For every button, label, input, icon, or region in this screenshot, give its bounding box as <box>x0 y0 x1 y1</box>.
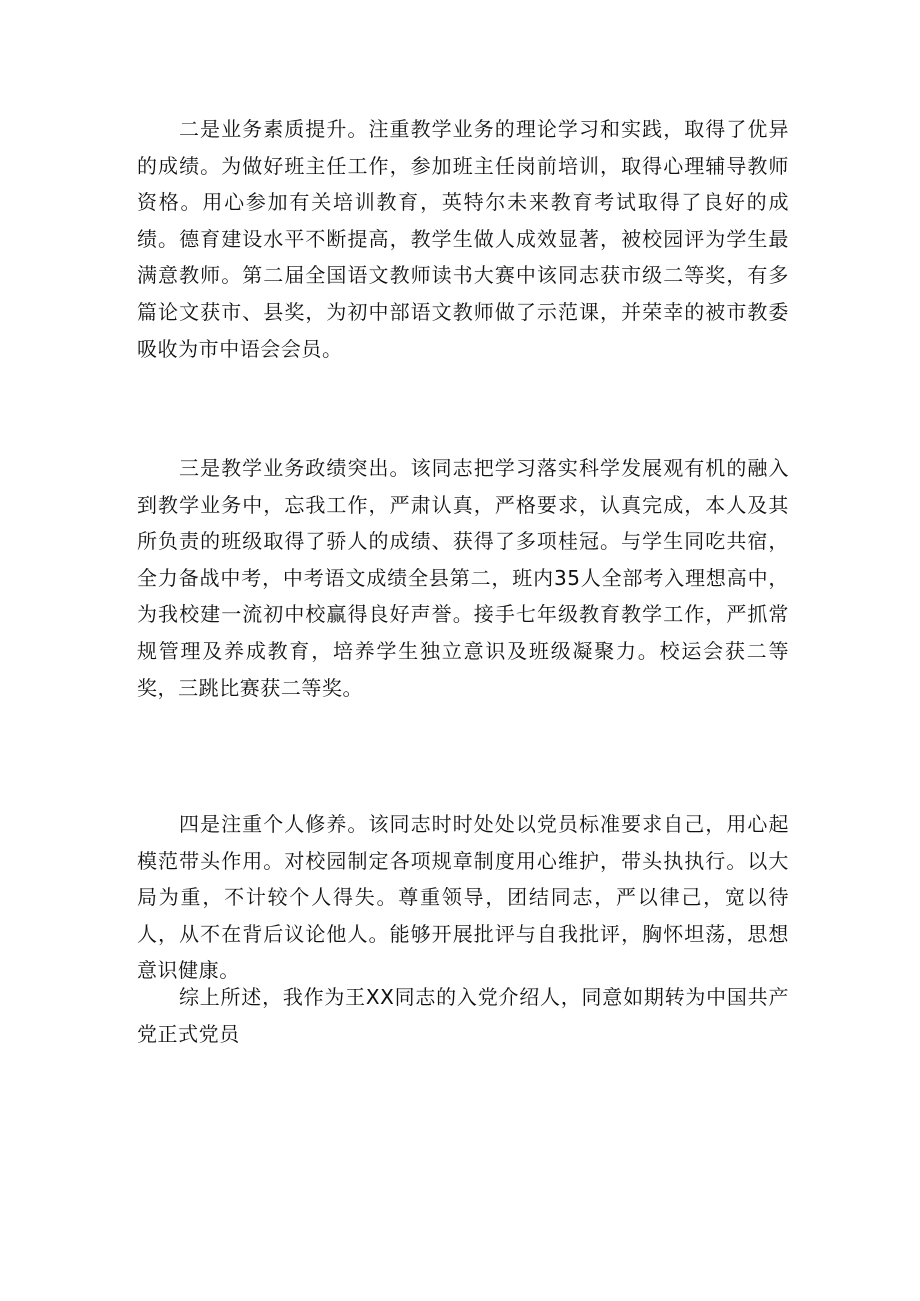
paragraph-teaching-achievements: 三是教学业务政绩突出。该同志把学习落实科学发展观有机的融入到教学业务中，忘我工作，严肃认真，严格要求，认真完成，本人及其所负责的班级取得了骄人的成绩、获得了多项桂冠。与学生同吃共宿，全力备战中考，中考语文成绩全县第二，班内35人全部考入理想高中，为我校建一流初中校赢得良好声誉。接手七年级教育教学工作，严抓常规管理及养成教育，培养学生独立意识及班级凝聚力。校运会获二等奖，三跳比赛获二等奖。 <box>137 456 789 700</box>
paragraph-personal-cultivation: 四是注重个人修养。该同志时时处处以党员标准要求自己，用心起模范带头作用。对校园制定各项规章制度用心维护，带头执执行。以大局为重，不计较个人得失。尊重领导，团结同志，严以律己，宽以待人，从不在背后议论他人。能够开展批评与自我批评，胸怀坦荡，思想意识健康。 <box>137 812 789 983</box>
paragraph-professional-quality: 二是业务素质提升。注重教学业务的理论学习和实践，取得了优异的成绩。为做好班主任工作，参加班主任岗前培训，取得心理辅导教师资格。用心参加有关培训教育，英特尔未来教育考试取得了良好的成绩。德育建设水平不断提高，教学生做人成效显著，被校园评为学生最满意教师。第二届全国语文教师读书大赛中该同志获市级二等奖，有多篇论文获市、县奖，为初中部语文教师做了示范课，并荣幸的被市教委吸收为市中语会会员。 <box>137 117 789 361</box>
paragraph-conclusion: 综上所述，我作为王XX同志的入党介绍人，同意如期转为中国共产党正式党员 <box>137 985 789 1046</box>
